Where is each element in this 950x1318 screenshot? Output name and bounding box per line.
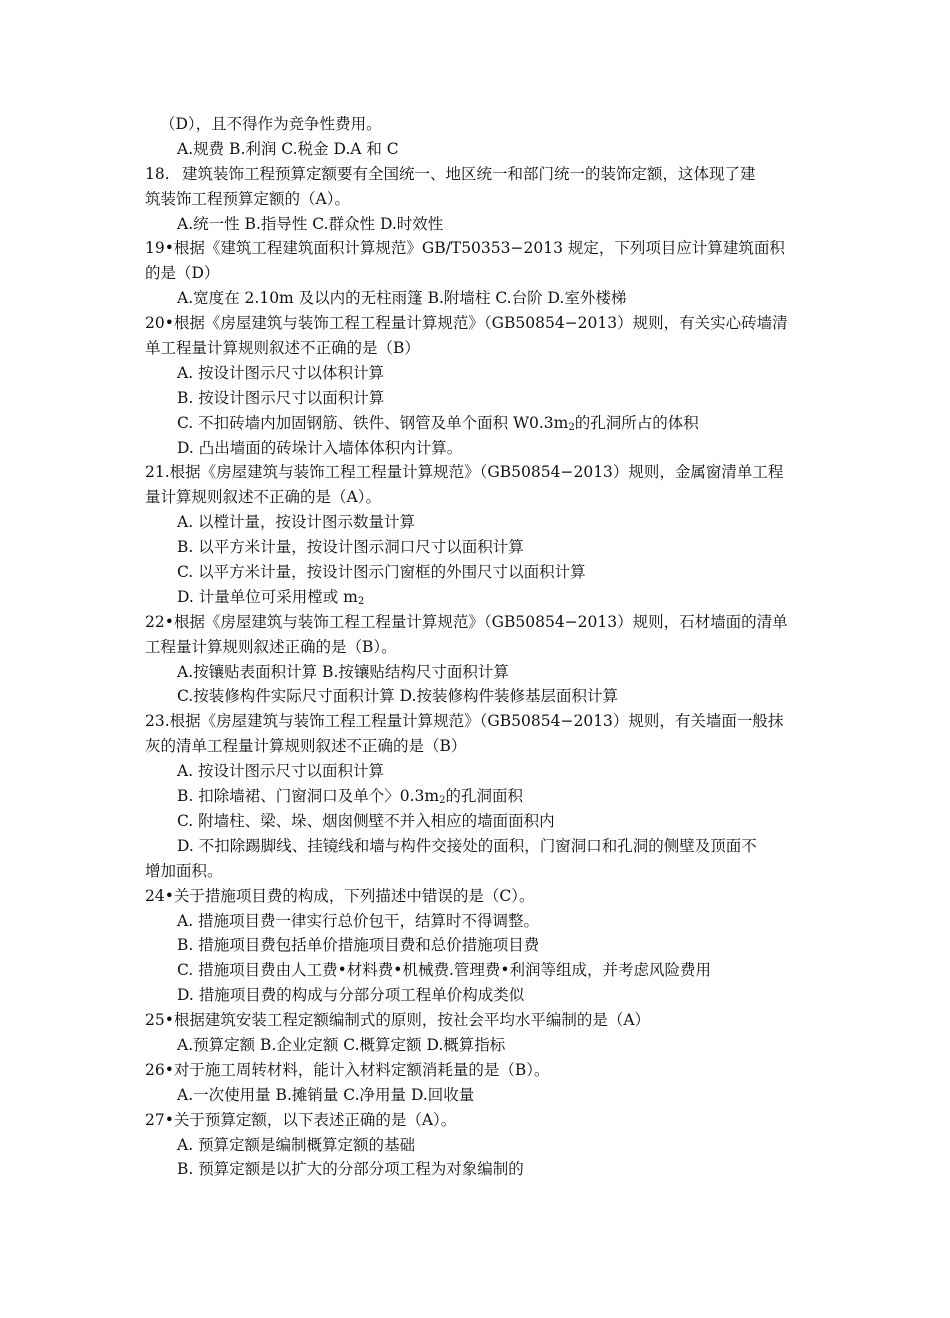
- text-line: [145, 759, 810, 784]
- text-line: [145, 684, 810, 709]
- text-line: [145, 933, 810, 958]
- text-line: [145, 909, 810, 934]
- text-line: [145, 709, 810, 734]
- text-line: [145, 585, 810, 610]
- text-line: [145, 1083, 810, 1108]
- line-text: B. 扣除墙裙、门窗洞口及单个〉0.3m: [177, 787, 440, 806]
- line-text: 筑装饰工程预算定额的（A）。: [145, 189, 350, 208]
- text-line: [145, 236, 810, 261]
- text-line: [145, 485, 810, 510]
- text-line: [145, 212, 810, 237]
- text-line: [145, 958, 810, 983]
- text-line: [145, 137, 810, 162]
- line-text: A. 预算定额是编制概算定额的基础: [177, 1135, 416, 1154]
- text-line: [145, 660, 810, 685]
- line-text: 20•根据《房屋建筑与装饰工程工程量计算规范》（GB50854−2013）规则，有关实心砖墙清: [145, 314, 788, 333]
- line-text: B. 按设计图示尺寸以面积计算: [177, 388, 385, 407]
- subscript: 2: [357, 595, 365, 607]
- text-line: [145, 162, 810, 187]
- text-line: [145, 784, 810, 809]
- text-line: [145, 1008, 810, 1033]
- line-text: D. 措施项目费的构成与分部分项工程单价构成类似: [177, 986, 525, 1005]
- text-line: [145, 311, 810, 336]
- text-line: [145, 560, 810, 585]
- line-text: A.预算定额 B.企业定额 C.概算定额 D.概算指标: [177, 1035, 506, 1054]
- line-text: 的是（D）: [145, 264, 220, 283]
- text-line: [145, 187, 810, 212]
- text-line: [145, 436, 810, 461]
- line-text: A.按镶贴表面积计算 B.按镶贴结构尺寸面积计算: [177, 662, 509, 681]
- text-line: [145, 411, 810, 436]
- line-text: （D），且不得作为竞争性费用。: [160, 115, 382, 133]
- line-text: A.一次使用量 B.摊销量 C.净用量 D.回收量: [177, 1085, 475, 1104]
- line-text: 26•对于施工周转材料，能计入材料定额消耗量的是（B）。: [145, 1060, 550, 1079]
- line-text-rest: 的孔洞所占的体积: [574, 413, 699, 432]
- line-text: 单工程量计算规则叙述不正确的是（B）: [145, 339, 420, 358]
- text-line: [145, 635, 810, 660]
- line-text-rest: 的孔洞面积: [445, 787, 523, 806]
- line-text: 量计算规则叙述不正确的是（A）。: [145, 488, 381, 507]
- text-line: [145, 834, 810, 859]
- line-text: A. 措施项目费一律实行总价包干，结算时不得调整。: [177, 911, 540, 930]
- line-text: 21.根据《房屋建筑与装饰工程工程量计算规范》（GB50854−2013）规则，金属窗清单工程: [145, 463, 784, 482]
- text-line: [145, 460, 810, 485]
- line-text: A.宽度在 2.10m 及以内的无柱雨篷 B.附墙柱 C.台阶 D.室外楼梯: [177, 289, 627, 308]
- text-line: [145, 510, 810, 535]
- line-text: 27•关于预算定额，以下表述正确的是（A）。: [145, 1110, 457, 1129]
- line-text: D. 计量单位可采用樘或 m: [177, 587, 358, 606]
- line-text: 增加面积。: [145, 861, 223, 880]
- line-text: D. 不扣除踢脚线、挂镜线和墙与构件交接处的面积，门窗洞口和孔洞的侧壁及顶面不: [177, 836, 757, 855]
- subscript: 2: [568, 421, 575, 433]
- text-line: [145, 884, 810, 909]
- line-text: C. 附墙柱、梁、垛、烟囱侧壁不并入相应的墙面面积内: [177, 811, 555, 830]
- line-text: A. 按设计图示尺寸以面积计算: [177, 762, 385, 781]
- text-line: [145, 261, 810, 286]
- text-line: [145, 286, 810, 311]
- text-line: [145, 361, 810, 386]
- line-text: 19•根据《建筑工程建筑面积计算规范》GB/T50353−2013 规定，下列项目应计算建筑面积: [145, 239, 785, 258]
- line-text: C. 不扣砖墙内加固钢筋、铁件、钢管及单个面积 W0.3m: [177, 413, 569, 432]
- line-text: D. 凸出墙面的砖垛计入墙体体积内计算。: [177, 438, 463, 457]
- line-text: 建筑装饰工程预算定额要有全国统一、地区统一和部门统一的装饰定额，这体现了建: [182, 164, 756, 183]
- question-number: 18.: [145, 164, 170, 183]
- text-line: [145, 336, 810, 361]
- line-text: A.统一性 B.指导性 C.群众性 D.时效性: [177, 214, 444, 233]
- line-text: B. 预算定额是以扩大的分部分项工程为对象编制的: [177, 1160, 524, 1179]
- line-text: A.规费 B.利润 C.税金 D.A 和 C: [177, 139, 399, 158]
- text-line: [145, 809, 810, 834]
- line-text: 24•关于措施项目费的构成，下列描述中错误的是（C）。: [145, 886, 535, 905]
- line-text: 25•根据建筑安装工程定额编制式的原则，按社会平均水平编制的是（A）: [145, 1011, 651, 1030]
- line-text: C. 措施项目费由人工费•材料费•机械费.管理费•利润等组成，并考虑风险费用: [177, 961, 712, 980]
- text-line: [145, 1157, 810, 1182]
- text-line: [145, 386, 810, 411]
- text-line: [145, 1133, 810, 1158]
- text-line: [145, 859, 810, 884]
- line-text: A. 以樘计量，按设计图示数量计算: [177, 513, 416, 532]
- subscript: 2: [439, 795, 446, 807]
- text-line: [145, 1058, 810, 1083]
- line-text: 22•根据《房屋建筑与装饰工程工程量计算规范》（GB50854−2013）规则，石材墙面的清单: [145, 612, 788, 631]
- line-text: C.按装修构件实际尺寸面积计算 D.按装修构件装修基层面积计算: [177, 687, 618, 706]
- text-line: [145, 1108, 810, 1133]
- line-text: 灰的清单工程量计算规则叙述不正确的是（B）: [145, 737, 467, 756]
- line-text: C. 以平方米计量，按设计图示门窗框的外围尺寸以面积计算: [177, 563, 586, 582]
- line-text: B. 措施项目费包括单价措施项目费和总价措施项目费: [177, 936, 540, 955]
- text-line: [145, 535, 810, 560]
- text-line: [145, 112, 810, 137]
- line-text: B. 以平方米计量，按设计图示洞口尺寸以面积计算: [177, 538, 524, 557]
- text-line: [145, 610, 810, 635]
- line-text: 工程量计算规则叙述正确的是（B）。: [145, 637, 397, 656]
- text-line: [145, 1033, 810, 1058]
- text-line: [145, 734, 810, 759]
- line-text: 23.根据《房屋建筑与装饰工程工程量计算规范》（GB50854−2013）规则，有关墙面一般抹: [145, 712, 784, 731]
- line-text: A. 按设计图示尺寸以体积计算: [177, 363, 385, 382]
- text-line: [145, 983, 810, 1008]
